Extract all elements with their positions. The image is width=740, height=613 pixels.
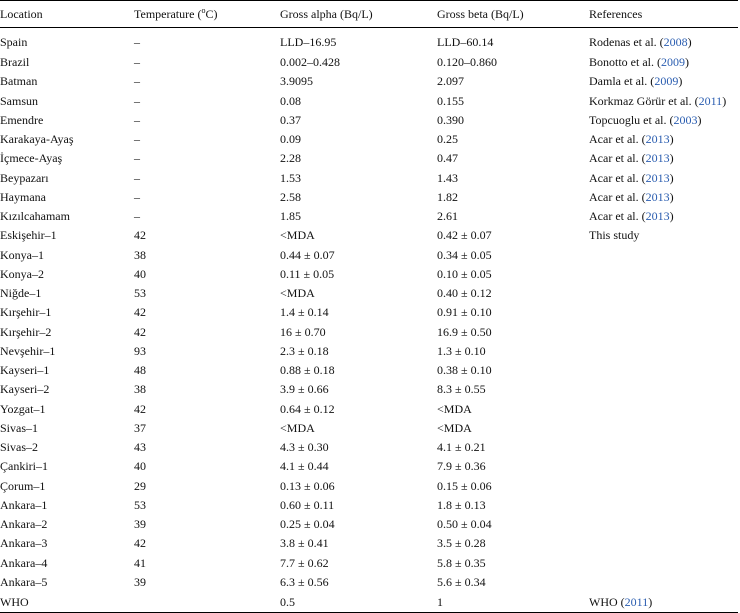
cell-gross-alpha: 0.5: [280, 592, 437, 613]
cell-location: Nevşehir–1: [0, 343, 56, 358]
cell-gross-alpha: 3.9 ± 0.66: [280, 382, 329, 397]
cell-temperature: 42: [134, 536, 146, 551]
reference-close: ): [678, 74, 683, 89]
cell-gross-beta: 8.3 ± 0.55: [437, 382, 486, 397]
cell-reference: [589, 72, 738, 91]
table-row: [0, 515, 738, 534]
table-row: [0, 226, 738, 245]
cell-temperature: –: [134, 132, 140, 147]
cell-temperature: 42: [134, 305, 146, 320]
cell-temperature: 53: [134, 286, 146, 301]
cell-location: Batman: [0, 74, 38, 89]
cell-gross-beta: 1.43: [437, 170, 458, 185]
reference-close: ): [669, 132, 674, 147]
cell-temperature: 39: [134, 517, 146, 532]
cell-temperature: 39: [134, 574, 146, 589]
table-row: [0, 419, 738, 438]
table-row: [0, 207, 738, 226]
header-row: [0, 1, 738, 28]
cell-gross-alpha: 0.60 ± 0.11: [280, 497, 335, 512]
reference-author: Acar et al. (: [589, 209, 646, 224]
cell-gross-beta: 3.5 ± 0.28: [437, 536, 486, 551]
cell-gross-beta: 0.50 ± 0.04: [437, 517, 492, 532]
reference-author: Bonotto et al. (: [589, 55, 661, 70]
cell-reference: [589, 534, 738, 553]
table-row: [0, 188, 738, 207]
cell-reference: [589, 207, 738, 226]
reference-year-link[interactable]: 2011: [624, 594, 649, 609]
cell-reference: [589, 438, 738, 457]
cell-gross-beta: 1.8 ± 0.13: [437, 497, 486, 512]
cell-location: Yozgat–1: [0, 401, 46, 416]
header-gross-alpha: Gross alpha (Bq/L): [280, 1, 437, 28]
table-row: [0, 246, 738, 265]
cell-reference: [589, 265, 738, 284]
cell-gross-alpha: LLD–16.95: [280, 35, 337, 49]
cell-reference: [589, 323, 738, 342]
cell-location: Ankara–3: [0, 536, 48, 551]
cell-reference: [589, 592, 738, 613]
cell-gross-beta: 0.390: [437, 112, 464, 127]
cell-gross-beta: 0.155: [437, 93, 464, 108]
reference-author: WHO (: [589, 594, 625, 609]
cell-reference: [589, 554, 738, 573]
cell-gross-alpha: 3.9095: [280, 74, 313, 89]
cell-gross-beta: 16.9 ± 0.50: [437, 324, 492, 339]
cell-temperature: –: [134, 170, 140, 185]
reference-close: ): [697, 112, 702, 127]
cell-location: Konya–2: [0, 266, 44, 281]
cell-reference: [589, 188, 738, 207]
reference-year-link[interactable]: 2013: [645, 151, 670, 166]
table-row: [0, 303, 738, 322]
cell-reference: [589, 53, 738, 72]
cell-location: Ankara–1: [0, 497, 48, 512]
reference-year-link[interactable]: 2008: [663, 35, 688, 49]
reference-year-link[interactable]: 2009: [661, 55, 685, 70]
table-row: [0, 169, 738, 188]
cell-reference: [589, 284, 738, 303]
cell-temperature: 29: [134, 478, 146, 493]
cell-location: Samsun: [0, 93, 39, 108]
reference-year-link[interactable]: 2011: [698, 93, 723, 108]
cell-temperature: –: [134, 55, 140, 70]
cell-gross-beta: 7.9 ± 0.36: [437, 459, 486, 474]
reference-close: ): [722, 93, 727, 108]
reference-author: This study: [589, 228, 640, 243]
reference-author: Acar et al. (: [589, 151, 646, 166]
table-row: [0, 28, 738, 54]
reference-year-link[interactable]: 2003: [673, 112, 698, 127]
reference-author: Acar et al. (: [589, 132, 646, 147]
cell-gross-alpha: 0.88 ± 0.18: [280, 363, 335, 378]
cell-gross-beta: 0.120–0.860: [437, 55, 497, 70]
cell-gross-alpha: 3.8 ± 0.41: [280, 536, 329, 551]
cell-reference: [589, 477, 738, 496]
cell-gross-beta: 0.47: [437, 151, 458, 166]
table-row: [0, 554, 738, 573]
cell-gross-beta: 0.25: [437, 132, 458, 147]
cell-temperature: 37: [134, 420, 146, 435]
cell-temperature: 42: [134, 324, 146, 339]
cell-location: Ankara–4: [0, 555, 48, 570]
cell-location: Ankara–2: [0, 517, 48, 532]
table-row: [0, 342, 738, 361]
cell-gross-beta: <MDA: [437, 420, 472, 435]
cell-gross-alpha: <MDA: [280, 420, 315, 435]
cell-temperature: 53: [134, 497, 146, 512]
cell-gross-alpha: 1.53: [280, 170, 301, 185]
cell-gross-beta: 4.1 ± 0.21: [437, 440, 486, 455]
cell-gross-alpha: <MDA: [280, 228, 315, 243]
reference-close: ): [669, 209, 674, 224]
cell-location: Çorum–1: [0, 478, 46, 493]
cell-location: Sivas–1: [0, 420, 39, 435]
cell-gross-alpha: 1.85: [280, 209, 301, 224]
header-references: References: [589, 1, 738, 28]
header-temperature: [134, 1, 280, 28]
reference-year-link[interactable]: 2013: [645, 209, 670, 224]
cell-temperature: 38: [134, 382, 146, 397]
cell-gross-alpha: 0.25 ± 0.04: [280, 517, 335, 532]
cell-reference: [589, 515, 738, 534]
table-row: [0, 284, 738, 303]
reference-author: Korkmaz Görür et al. (: [589, 93, 699, 108]
cell-temperature: –: [134, 112, 140, 127]
cell-location: Brazil: [0, 55, 30, 70]
cell-location: İçmece-Ayaş: [0, 151, 63, 166]
header-location: Location: [0, 1, 134, 28]
cell-gross-beta: LLD–60.14: [437, 35, 494, 49]
cell-gross-alpha: 4.3 ± 0.30: [280, 440, 329, 455]
reference-author: Acar et al. (: [589, 170, 646, 185]
cell-gross-alpha: 0.11 ± 0.05: [280, 266, 335, 281]
cell-temperature: –: [134, 35, 140, 49]
cell-location: Niğde–1: [0, 286, 42, 301]
cell-location: Ankara–5: [0, 574, 48, 589]
cell-gross-beta: 0.34 ± 0.05: [437, 247, 492, 262]
cell-gross-alpha: 0.37: [280, 112, 301, 127]
table-row: [0, 361, 738, 380]
reference-author: Rodenas et al. (: [589, 35, 664, 49]
cell-gross-alpha: 7.7 ± 0.62: [280, 555, 329, 570]
cell-temperature: –: [134, 189, 140, 204]
cell-gross-alpha: 0.13 ± 0.06: [280, 478, 335, 493]
cell-gross-alpha: 2.58: [280, 189, 301, 204]
table-row: [0, 265, 738, 284]
cell-location: Çankiri–1: [0, 459, 48, 474]
cell-gross-alpha: 0.08: [280, 93, 301, 108]
table-row: [0, 53, 738, 72]
cell-location: Sivas–2: [0, 440, 39, 455]
cell-reference: [589, 226, 738, 245]
cell-gross-beta: 1.3 ± 0.10: [437, 343, 486, 358]
reference-year-link[interactable]: 2013: [645, 189, 670, 204]
table-row: [0, 573, 738, 592]
cell-location: Kayseri–1: [0, 363, 50, 378]
table-row: [0, 477, 738, 496]
cell-location: Kırşehir–1: [0, 305, 52, 320]
cell-gross-alpha: 4.1 ± 0.44: [280, 459, 329, 474]
table-row: [0, 130, 738, 149]
cell-gross-alpha: 0.44 ± 0.07: [280, 247, 335, 262]
reference-close: ): [669, 151, 674, 166]
cell-temperature: [134, 592, 280, 613]
reference-year-link[interactable]: 2013: [645, 132, 670, 147]
cell-reference: [589, 130, 738, 149]
table-row: [0, 457, 738, 476]
table-row: [0, 400, 738, 419]
cell-reference: [589, 400, 738, 419]
cell-gross-beta: 0.10 ± 0.05: [437, 266, 492, 281]
cell-reference: [589, 380, 738, 399]
cell-location: Beypazarı: [0, 170, 49, 185]
reference-close: ): [648, 594, 653, 609]
table-row: [0, 380, 738, 399]
cell-temperature: 48: [134, 363, 146, 378]
cell-gross-beta: 2.097: [437, 74, 464, 89]
cell-temperature: 43: [134, 440, 146, 455]
table-header: [0, 1, 738, 28]
cell-reference: [589, 92, 738, 111]
header-temperature-degree: o: [201, 5, 206, 15]
table-row: [0, 438, 738, 457]
cell-location: Konya–1: [0, 247, 44, 262]
cell-location: WHO: [0, 592, 134, 613]
cell-location: Spain: [0, 35, 28, 49]
cell-gross-alpha: 0.09: [280, 132, 301, 147]
reference-close: ): [669, 170, 674, 185]
cell-gross-beta: 2.61: [437, 209, 458, 224]
cell-reference: [589, 573, 738, 592]
cell-location: Kayseri–2: [0, 382, 50, 397]
table-row: [0, 592, 738, 613]
cell-temperature: –: [134, 151, 140, 166]
cell-gross-alpha: 16 ± 0.70: [280, 324, 326, 339]
reference-close: ): [687, 35, 692, 49]
cell-gross-beta: 1.82: [437, 189, 458, 204]
reference-close: ): [669, 189, 674, 204]
reference-author: Damla et al. (: [589, 74, 655, 89]
cell-gross-alpha: <MDA: [280, 286, 315, 301]
cell-gross-beta: 0.91 ± 0.10: [437, 305, 492, 320]
cell-temperature: 38: [134, 247, 146, 262]
reference-year-link[interactable]: 2009: [654, 74, 679, 89]
reference-year-link[interactable]: 2013: [645, 170, 670, 185]
cell-reference: [589, 111, 738, 130]
cell-temperature: 40: [134, 459, 146, 474]
table-row: [0, 323, 738, 342]
cell-temperature: 42: [134, 401, 146, 416]
table-row: [0, 111, 738, 130]
reference-close: ): [685, 55, 689, 70]
cell-gross-beta: <MDA: [437, 401, 472, 416]
cell-reference: [589, 457, 738, 476]
cell-reference: [589, 149, 738, 168]
cell-gross-beta: 0.15 ± 0.06: [437, 478, 492, 493]
table-row: [0, 92, 738, 111]
cell-reference: [589, 246, 738, 265]
cell-gross-alpha: 0.002–0.428: [280, 55, 340, 70]
cell-location: Kızılcahamam: [0, 209, 70, 224]
cell-reference: [589, 342, 738, 361]
header-gross-beta: Gross beta (Bq/L): [437, 1, 589, 28]
cell-temperature: –: [134, 93, 140, 108]
reference-author: Acar et al. (: [589, 189, 646, 204]
cell-reference: [589, 303, 738, 322]
cell-gross-beta: 5.6 ± 0.34: [437, 574, 486, 589]
table-row: [0, 72, 738, 91]
cell-reference: [589, 361, 738, 380]
table-row: [0, 149, 738, 168]
cell-reference: [589, 496, 738, 515]
cell-temperature: 40: [134, 266, 146, 281]
cell-temperature: 41: [134, 555, 146, 570]
cell-gross-beta: 0.42 ± 0.07: [437, 228, 492, 243]
cell-temperature: 93: [134, 343, 146, 358]
header-temperature-post: C): [205, 6, 218, 21]
cell-gross-alpha: 0.64 ± 0.12: [280, 401, 335, 416]
table-row: [0, 534, 738, 553]
cell-location: Haymana: [0, 189, 46, 204]
table-row: [0, 496, 738, 515]
cell-reference: [589, 169, 738, 188]
reference-author: Topcuoglu et al. (: [589, 112, 674, 127]
cell-gross-alpha: 2.3 ± 0.18: [280, 343, 329, 358]
cell-gross-alpha: 2.28: [280, 151, 301, 166]
cell-temperature: –: [134, 74, 140, 89]
cell-location: Eskişehir–1: [0, 228, 57, 243]
cell-gross-alpha: 1.4 ± 0.14: [280, 305, 329, 320]
cell-location: Karakaya-Ayaş: [0, 132, 74, 147]
header-temperature-pre: Temperature (: [134, 6, 202, 21]
cell-reference: [589, 419, 738, 438]
cell-gross-alpha: 6.3 ± 0.56: [280, 574, 329, 589]
cell-temperature: –: [134, 209, 140, 224]
cell-gross-beta: 5.8 ± 0.35: [437, 555, 486, 570]
table-body: [0, 28, 738, 613]
cell-reference: [589, 28, 738, 54]
cell-gross-beta: 0.38 ± 0.10: [437, 363, 492, 378]
cell-location: Emendre: [0, 112, 44, 127]
cell-gross-beta: 1: [437, 592, 589, 613]
cell-location: Kırşehir–2: [0, 324, 52, 339]
cell-temperature: 42: [134, 228, 146, 243]
cell-gross-beta: 0.40 ± 0.12: [437, 286, 492, 301]
